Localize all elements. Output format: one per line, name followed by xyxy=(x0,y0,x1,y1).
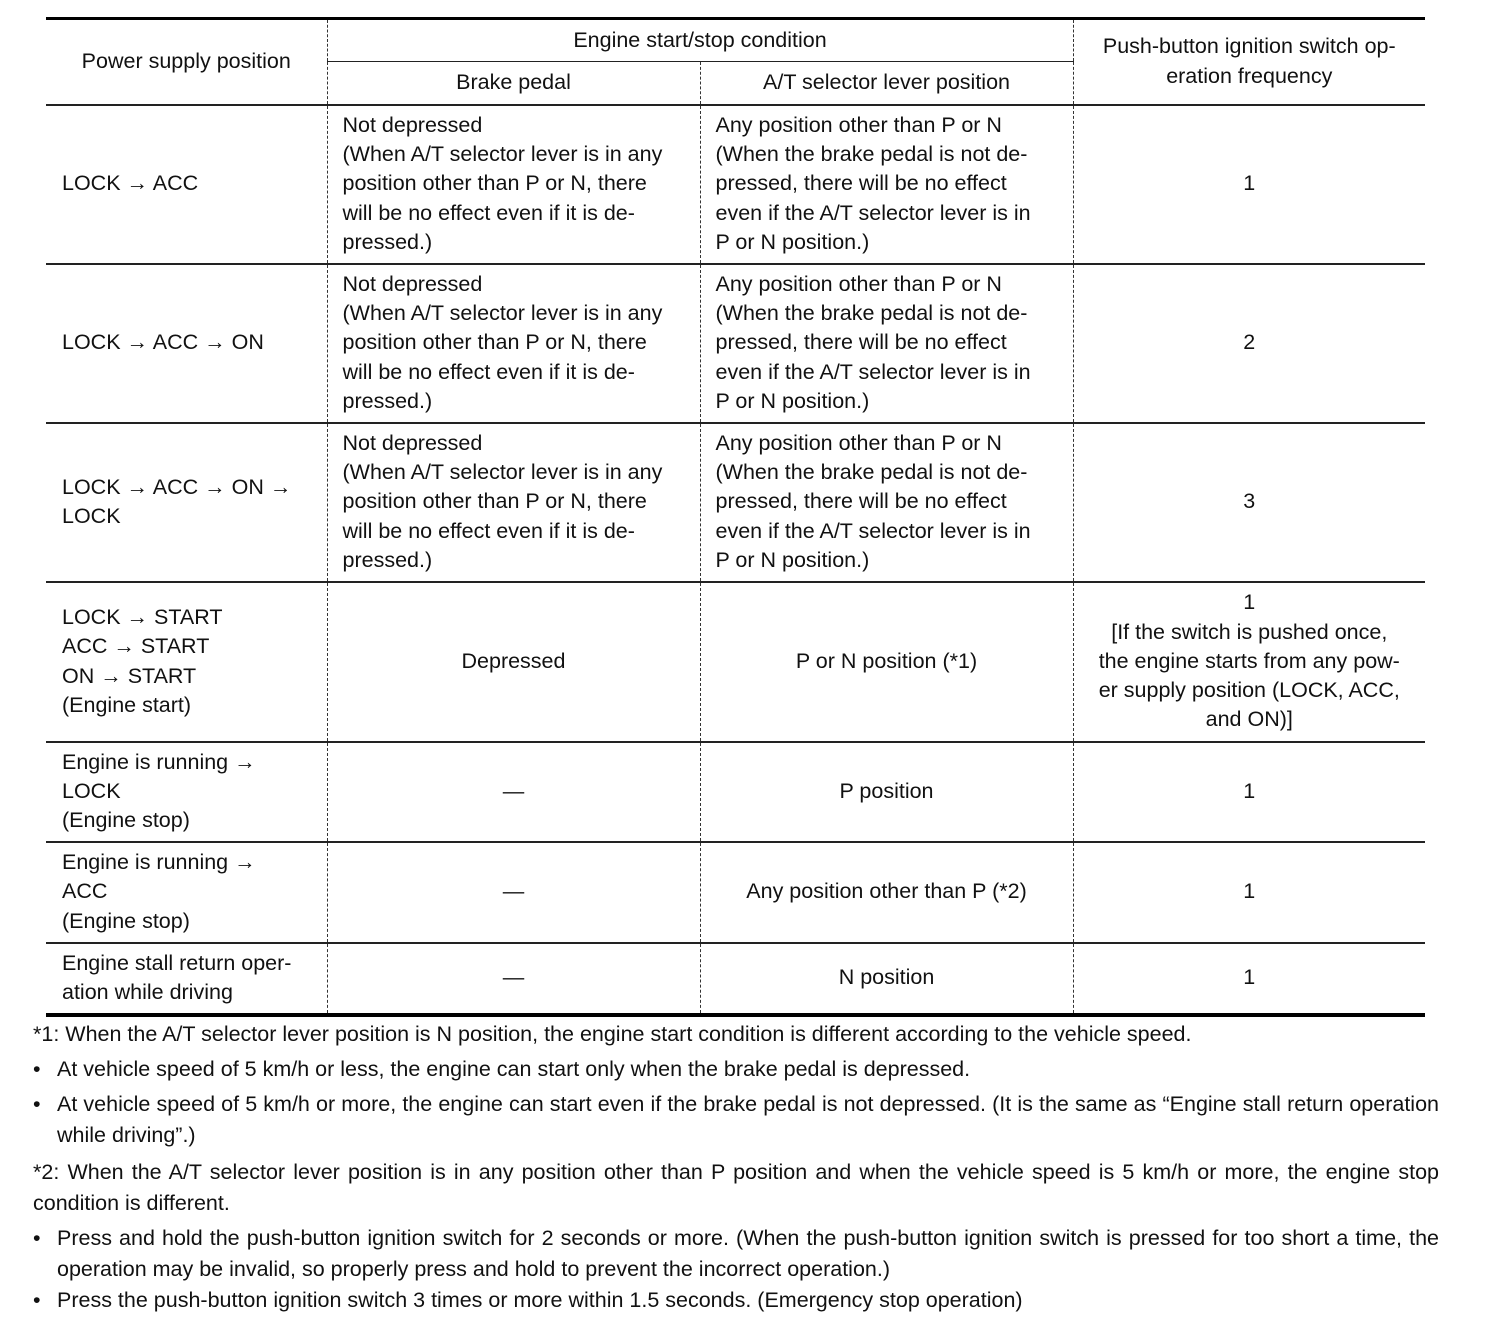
power-supply-cell xyxy=(46,423,327,582)
cell-line: (Engine stop) xyxy=(62,808,190,833)
brake-pedal-cell xyxy=(327,582,700,742)
cell-line: will be no effect even if it is de- xyxy=(342,518,635,543)
cell-line: will be no effect even if it is de- xyxy=(342,359,635,384)
cell-line: ACC → START xyxy=(62,634,210,659)
cell-line: Any position other than P (*2) xyxy=(746,879,1027,904)
cell-line: LOCK → ACC → ON xyxy=(62,330,264,355)
cell-line: 1 xyxy=(1243,879,1256,904)
frequency-cell xyxy=(1073,842,1425,943)
cell-line: ON → START xyxy=(62,663,197,688)
header-power-supply-label: Power supply position xyxy=(81,49,291,74)
cell-line: ACC xyxy=(62,879,108,904)
cell-line: the engine starts from any pow- xyxy=(1098,648,1400,673)
footnote-1: *1: When the A/T selector lever position is N position, the engine start condition is different according to the vehicle speed. xyxy=(33,1022,1192,1046)
cell-line: Not depressed xyxy=(342,430,483,455)
cell-line: pressed, there will be no effect xyxy=(715,171,1007,196)
selector-position-cell xyxy=(700,105,1073,264)
cell-line: — xyxy=(502,778,525,803)
brake-pedal-cell xyxy=(327,742,700,842)
table-row xyxy=(46,582,1425,742)
bullet-text: At vehicle speed of 5 km/h or less, the engine can start only when the brake pedal is depressed. xyxy=(57,1057,971,1081)
cell-line: er supply position (LOCK, ACC, xyxy=(1098,678,1400,703)
power-supply-cell xyxy=(46,105,327,264)
table-row xyxy=(46,423,1425,582)
footnote-2: *2: When the A/T selector lever position is in any position other than P position and when the vehicle speed is 5 km/h or more, the engine stop condition is different. xyxy=(33,1160,1439,1215)
cell-line: Not depressed xyxy=(342,271,483,296)
footnote-2-bullet xyxy=(33,1223,1439,1285)
header-frequency-line: Push-button ignition switch op- xyxy=(1102,34,1396,59)
cell-line: 1 xyxy=(1243,778,1256,803)
cell-line: — xyxy=(502,965,525,990)
bullet-text: At vehicle speed of 5 km/h or more, the engine can start even if the brake pedal is not depressed. (It is the same as “Engine stall return operation while driving”.) xyxy=(57,1092,1439,1147)
cell-line: LOCK → START xyxy=(62,604,223,629)
cell-line: position other than P or N, there xyxy=(342,330,647,355)
cell-line: 3 xyxy=(1243,489,1256,514)
cell-line: and ON)] xyxy=(1205,707,1293,732)
cell-line: (Engine start) xyxy=(62,692,192,717)
cell-line: [If the switch is pushed once, xyxy=(1111,619,1388,644)
header-frequency-line: eration frequency xyxy=(1166,63,1333,88)
frequency-cell xyxy=(1073,264,1425,423)
cell-line: LOCK → ACC xyxy=(62,171,199,196)
cell-line: Engine is running → xyxy=(62,850,256,875)
cell-line: LOCK → ACC → ON → xyxy=(62,474,292,499)
cell-line: pressed, there will be no effect xyxy=(715,330,1007,355)
cell-line: P or N position.) xyxy=(715,229,870,254)
cell-line: even if the A/T selector lever is in xyxy=(715,518,1031,543)
cell-line: Depressed xyxy=(461,648,566,673)
cell-line: — xyxy=(502,879,525,904)
bullet-dot-icon: • xyxy=(33,1092,41,1116)
cell-line: even if the A/T selector lever is in xyxy=(715,200,1031,225)
cell-line: pressed.) xyxy=(342,229,433,254)
brake-pedal-cell xyxy=(327,423,700,582)
cell-line: P position xyxy=(839,778,934,803)
cell-line: Engine is running → xyxy=(62,749,256,774)
frequency-cell xyxy=(1073,105,1425,264)
header-condition-group-label: Engine start/stop condition xyxy=(573,27,827,52)
frequency-cell xyxy=(1073,943,1425,1015)
selector-position-cell xyxy=(700,582,1073,742)
cell-line: P or N position (*1) xyxy=(795,648,978,673)
header-brake-pedal xyxy=(327,62,700,105)
power-supply-cell xyxy=(46,582,327,742)
footnotes xyxy=(33,1019,1439,1316)
bullet-dot-icon: • xyxy=(33,1288,41,1312)
cell-line: (When A/T selector lever is in any xyxy=(342,301,663,326)
cell-line: (When the brake pedal is not de- xyxy=(715,142,1028,167)
cell-line: 2 xyxy=(1243,330,1256,355)
frequency-cell xyxy=(1073,742,1425,842)
cell-line: 1 xyxy=(1243,965,1256,990)
cell-line: position other than P or N, there xyxy=(342,171,647,196)
cell-line: position other than P or N, there xyxy=(342,489,647,514)
cell-line: pressed, there will be no effect xyxy=(715,489,1007,514)
selector-position-cell xyxy=(700,842,1073,943)
cell-line: Any position other than P or N xyxy=(715,271,1002,296)
selector-position-cell xyxy=(700,943,1073,1015)
cell-line: (When the brake pedal is not de- xyxy=(715,301,1028,326)
cell-line: Any position other than P or N xyxy=(715,112,1002,137)
cell-line: (When A/T selector lever is in any xyxy=(342,142,663,167)
table-row xyxy=(46,842,1425,943)
header-brake-pedal-label: Brake pedal xyxy=(456,70,571,95)
power-supply-cell xyxy=(46,943,327,1015)
cell-line: LOCK xyxy=(62,504,121,528)
footnote-1-bullet xyxy=(33,1054,1439,1085)
power-supply-cell xyxy=(46,264,327,423)
bullet-text: Press the push-button ignition switch 3 times or more within 1.5 seconds. (Emergency stop operation) xyxy=(57,1288,1023,1312)
selector-position-cell xyxy=(700,264,1073,423)
header-power-supply xyxy=(46,19,327,105)
cell-line: pressed.) xyxy=(342,547,433,572)
cell-line: Any position other than P or N xyxy=(715,430,1002,455)
bullet-text: Press and hold the push-button ignition switch for 2 seconds or more. (When the push-button ignition switch is pressed for too short a time, the operation may be invalid, so properly press and hold to prevent the incorrect operation.) xyxy=(57,1226,1439,1281)
brake-pedal-cell xyxy=(327,943,700,1015)
frequency-cell xyxy=(1073,582,1425,742)
header-condition-group xyxy=(327,19,1073,62)
cell-line: (When the brake pedal is not de- xyxy=(715,460,1028,485)
cell-line: Engine stall return oper- xyxy=(62,950,292,975)
cell-line: pressed.) xyxy=(342,388,433,413)
header-selector-position xyxy=(700,62,1073,105)
footnote-2-bullet xyxy=(33,1285,1439,1316)
selector-position-cell xyxy=(700,742,1073,842)
brake-pedal-cell xyxy=(327,842,700,943)
cell-line: P or N position.) xyxy=(715,547,870,572)
cell-line: will be no effect even if it is de- xyxy=(342,200,635,225)
cell-line: LOCK xyxy=(62,778,121,803)
table-row xyxy=(46,105,1425,264)
bullet-dot-icon: • xyxy=(33,1226,41,1250)
power-supply-cell xyxy=(46,842,327,943)
cell-line: 1 xyxy=(1243,171,1256,196)
cell-line: Not depressed xyxy=(342,112,483,137)
header-selector-position-label: A/T selector lever position xyxy=(763,70,1010,95)
brake-pedal-cell xyxy=(327,264,700,423)
cell-line: 1 xyxy=(1243,590,1256,615)
frequency-cell xyxy=(1073,423,1425,582)
bullet-dot-icon: • xyxy=(33,1057,41,1081)
cell-line: ation while driving xyxy=(62,980,233,1004)
brake-pedal-cell xyxy=(327,105,700,264)
cell-line: even if the A/T selector lever is in xyxy=(715,359,1031,384)
footnote-1-bullet xyxy=(33,1089,1439,1151)
cell-line: (When A/T selector lever is in any xyxy=(342,460,663,485)
cell-line: (Engine stop) xyxy=(62,908,190,933)
table-row xyxy=(46,742,1425,842)
header-frequency xyxy=(1073,19,1425,105)
table-row xyxy=(46,943,1425,1015)
selector-position-cell xyxy=(700,423,1073,582)
cell-line: N position xyxy=(838,965,935,990)
engine-start-stop-table xyxy=(46,17,1425,1017)
power-supply-cell xyxy=(46,742,327,842)
cell-line: P or N position.) xyxy=(715,388,870,413)
table-row xyxy=(46,264,1425,423)
